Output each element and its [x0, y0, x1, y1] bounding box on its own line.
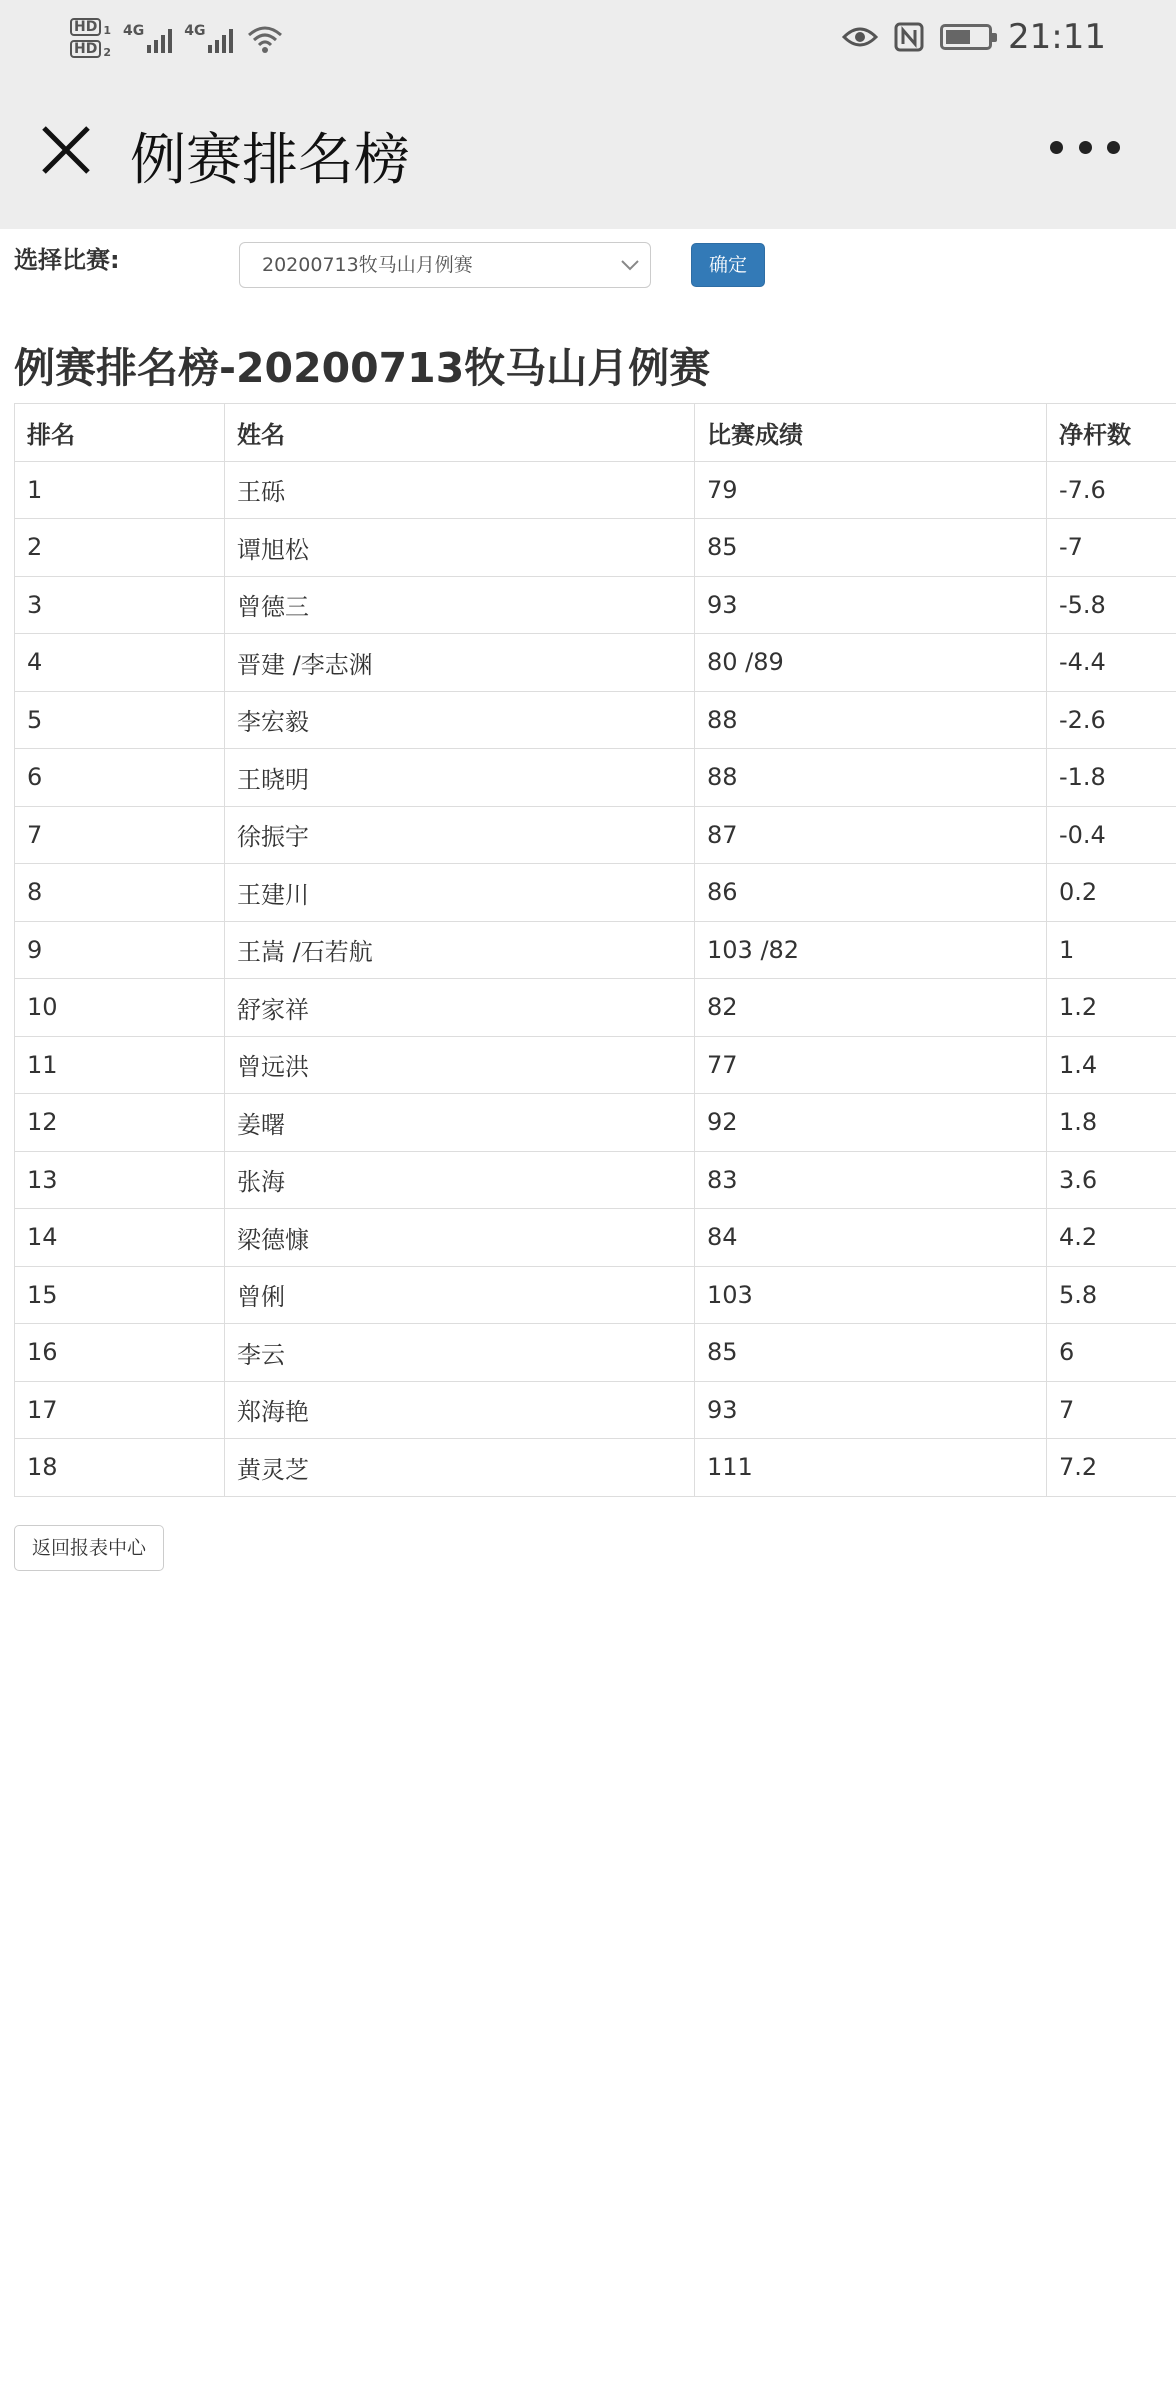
back-to-report-center-button[interactable]: 返回报表中心	[14, 1525, 164, 1571]
table-row	[15, 1381, 1176, 1439]
table-row	[15, 806, 1176, 864]
cell-score: 88	[695, 749, 1047, 807]
sim1-index: 1	[103, 24, 111, 37]
cell-net: 5.8	[1047, 1266, 1176, 1324]
chevron-down-icon	[620, 255, 640, 275]
signal2-icon	[184, 23, 233, 53]
table-row	[15, 461, 1176, 519]
table-row	[15, 519, 1176, 577]
close-icon[interactable]	[36, 120, 96, 180]
cell-rank: 3	[15, 576, 225, 634]
cell-score: 103	[695, 1266, 1047, 1324]
status-right	[842, 10, 1106, 64]
table-row	[15, 691, 1176, 749]
network1-label: 4G	[123, 23, 145, 39]
more-icon[interactable]	[1050, 132, 1120, 162]
match-select-value: 20200713牧马山月例赛	[262, 254, 473, 276]
table-row	[15, 1266, 1176, 1324]
cell-net: 1	[1047, 921, 1176, 979]
cell-name: 姜曙	[225, 1094, 695, 1152]
cell-name: 王嵩 /石若航	[225, 921, 695, 979]
cell-rank: 5	[15, 691, 225, 749]
cell-net: 0.2	[1047, 864, 1176, 922]
cell-score: 111	[695, 1439, 1047, 1497]
cell-name: 张海	[225, 1151, 695, 1209]
page-title: 例赛排名榜	[130, 128, 410, 193]
table-row	[15, 1439, 1176, 1497]
cell-name: 梁德慷	[225, 1209, 695, 1267]
table-row	[15, 1094, 1176, 1152]
status-left	[70, 8, 285, 68]
sim-indicators	[70, 18, 111, 58]
wifi-icon	[245, 21, 285, 55]
table-row	[15, 1036, 1176, 1094]
table-row	[15, 1151, 1176, 1209]
status-time: 21:11	[1008, 17, 1106, 57]
sim1-indicator	[70, 18, 111, 36]
cell-rank: 15	[15, 1266, 225, 1324]
header-rank: 排名	[15, 404, 225, 462]
cell-name: 舒家祥	[225, 979, 695, 1037]
table-row	[15, 576, 1176, 634]
cell-score: 85	[695, 519, 1047, 577]
cell-rank: 7	[15, 806, 225, 864]
cell-rank: 10	[15, 979, 225, 1037]
cell-rank: 16	[15, 1324, 225, 1382]
cell-name: 曾德三	[225, 576, 695, 634]
battery-icon	[940, 24, 992, 50]
table-row	[15, 749, 1176, 807]
cell-score: 103 /82	[695, 921, 1047, 979]
sim2-index: 2	[103, 46, 111, 59]
cell-name: 王晓明	[225, 749, 695, 807]
cell-rank: 11	[15, 1036, 225, 1094]
cell-name: 王建川	[225, 864, 695, 922]
cell-score: 83	[695, 1151, 1047, 1209]
cell-score: 85	[695, 1324, 1047, 1382]
cell-rank: 18	[15, 1439, 225, 1497]
cell-score: 92	[695, 1094, 1047, 1152]
cell-net: 6	[1047, 1324, 1176, 1382]
table-row	[15, 634, 1176, 692]
cell-score: 93	[695, 576, 1047, 634]
cell-name: 李宏毅	[225, 691, 695, 749]
sim1-hd-label: HD	[70, 18, 101, 36]
cell-net: 1.4	[1047, 1036, 1176, 1094]
sim2-hd-label: HD	[70, 40, 101, 58]
cell-score: 84	[695, 1209, 1047, 1267]
header-name: 姓名	[225, 404, 695, 462]
match-filter	[14, 240, 1176, 300]
cell-net: 7.2	[1047, 1439, 1176, 1497]
cell-rank: 17	[15, 1381, 225, 1439]
cell-score: 77	[695, 1036, 1047, 1094]
cell-net: -1.8	[1047, 749, 1176, 807]
table-row	[15, 1209, 1176, 1267]
report-title: 例赛排名榜-20200713牧马山月例赛	[14, 344, 711, 392]
table-row	[15, 921, 1176, 979]
cell-name: 黄灵芝	[225, 1439, 695, 1497]
cell-net: 1.8	[1047, 1094, 1176, 1152]
eye-icon	[842, 25, 878, 49]
header-score: 比赛成绩	[695, 404, 1047, 462]
table-row	[15, 864, 1176, 922]
cell-name: 李云	[225, 1324, 695, 1382]
nfc-icon	[894, 22, 924, 52]
cell-rank: 13	[15, 1151, 225, 1209]
header-net: 净杆数	[1047, 404, 1176, 462]
cell-net: -0.4	[1047, 806, 1176, 864]
cell-rank: 8	[15, 864, 225, 922]
cell-score: 80 /89	[695, 634, 1047, 692]
cell-score: 79	[695, 461, 1047, 519]
signal1-icon	[123, 23, 172, 53]
cell-net: -7.6	[1047, 461, 1176, 519]
confirm-button[interactable]: 确定	[691, 243, 765, 287]
cell-name: 曾俐	[225, 1266, 695, 1324]
match-select-label: 选择比赛:	[14, 246, 120, 274]
match-select[interactable]	[239, 242, 651, 288]
cell-rank: 9	[15, 921, 225, 979]
cell-net: 7	[1047, 1381, 1176, 1439]
cell-rank: 1	[15, 461, 225, 519]
sim2-indicator	[70, 40, 111, 58]
cell-rank: 12	[15, 1094, 225, 1152]
cell-score: 88	[695, 691, 1047, 749]
cell-name: 郑海艳	[225, 1381, 695, 1439]
cell-net: 1.2	[1047, 979, 1176, 1037]
cell-score: 93	[695, 1381, 1047, 1439]
cell-name: 谭旭松	[225, 519, 695, 577]
nav-bar	[0, 72, 1176, 229]
battery-fill	[946, 30, 970, 44]
cell-name: 王砾	[225, 461, 695, 519]
cell-rank: 14	[15, 1209, 225, 1267]
cell-score: 82	[695, 979, 1047, 1037]
table-header-row	[15, 404, 1176, 462]
cell-net: 3.6	[1047, 1151, 1176, 1209]
status-bar	[0, 0, 1176, 72]
cell-name: 徐振宇	[225, 806, 695, 864]
cell-net: -7	[1047, 519, 1176, 577]
cell-name: 晋建 /李志渊	[225, 634, 695, 692]
cell-net: -4.4	[1047, 634, 1176, 692]
cell-rank: 2	[15, 519, 225, 577]
cell-net: -2.6	[1047, 691, 1176, 749]
app-top-bar	[0, 0, 1176, 229]
cell-net: 4.2	[1047, 1209, 1176, 1267]
cell-score: 86	[695, 864, 1047, 922]
cell-net: -5.8	[1047, 576, 1176, 634]
cell-name: 曾远洪	[225, 1036, 695, 1094]
ranking-table	[14, 403, 1176, 1497]
table-row	[15, 1324, 1176, 1382]
network2-label: 4G	[184, 23, 206, 39]
cell-score: 87	[695, 806, 1047, 864]
cell-rank: 6	[15, 749, 225, 807]
cell-rank: 4	[15, 634, 225, 692]
table-row	[15, 979, 1176, 1037]
